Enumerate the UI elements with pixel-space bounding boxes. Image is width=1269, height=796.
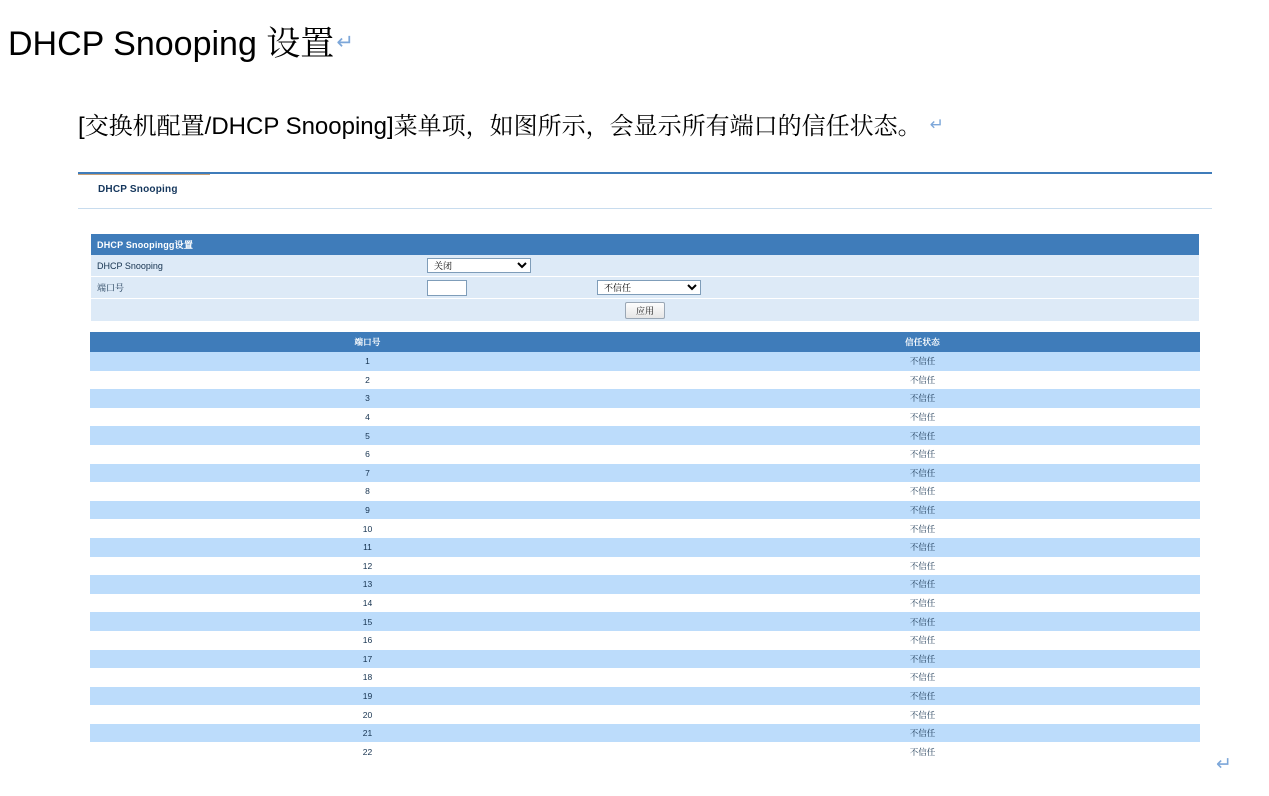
table-row [90,742,1200,761]
table-row [90,371,1200,390]
cell-port-number: 5 [90,426,645,445]
table-row [90,445,1200,464]
cell-trust-state: 不信任 [645,724,1200,743]
table-row [90,482,1200,501]
cell-trust-state: 不信任 [645,408,1200,427]
table-row [90,538,1200,557]
cell-port-number: 11 [90,538,645,557]
settings-panel [90,233,1200,322]
table-row [90,501,1200,520]
cell-trust-state: 不信任 [645,575,1200,594]
port-trust-table [90,332,1200,761]
cell-trust-state: 不信任 [645,687,1200,706]
cell-trust-state: 不信任 [645,557,1200,576]
cell-port-number: 12 [90,557,645,576]
port-number-input[interactable] [427,280,467,296]
cell-trust-state: 不信任 [645,352,1200,371]
field-cell-port-number [427,280,597,296]
table-row [90,464,1200,483]
table-row [90,668,1200,687]
cell-port-number: 7 [90,464,645,483]
cell-trust-state: 不信任 [645,631,1200,650]
column-header-trust-state: 信任状态 [645,332,1200,352]
cell-trust-state: 不信任 [645,650,1200,669]
cell-port-number: 21 [90,724,645,743]
table-row [90,650,1200,669]
cell-trust-state: 不信任 [645,519,1200,538]
cell-port-number: 2 [90,371,645,390]
cell-trust-state: 不信任 [645,389,1200,408]
cell-port-number: 14 [90,594,645,613]
page-title-text: DHCP Snooping 设置 [8,25,335,63]
section-title: DHCP Snoopingg设置 [91,234,1199,255]
dhcp-snooping-select[interactable] [427,258,531,273]
cell-trust-state: 不信任 [645,482,1200,501]
page-title [8,22,354,65]
cell-trust-state: 不信任 [645,668,1200,687]
table-header-row [90,332,1200,352]
cell-port-number: 17 [90,650,645,669]
cell-port-number: 9 [90,501,645,520]
cell-port-number: 15 [90,612,645,631]
paragraph-mark-icon: ↵ [336,31,354,54]
cell-port-number: 13 [90,575,645,594]
embedded-screenshot [78,172,1212,780]
tab-dhcp-snooping[interactable]: DHCP Snooping [98,184,178,195]
table-row [90,575,1200,594]
cell-port-number: 10 [90,519,645,538]
cell-port-number: 18 [90,668,645,687]
field-cell-dhcp-snooping [427,258,597,273]
label-port-number: 端口号 [97,283,125,293]
cell-trust-state: 不信任 [645,371,1200,390]
table-row [90,389,1200,408]
column-header-port: 端口号 [90,332,645,352]
cell-trust-state: 不信任 [645,464,1200,483]
cell-port-number: 4 [90,408,645,427]
table-row [90,687,1200,706]
table-row [90,557,1200,576]
form-row-port [91,277,1199,299]
cell-trust-state: 不信任 [645,501,1200,520]
body-paragraph-text: [交换机配置/DHCP Snooping]菜单项，如图所示，会显示所有端口的信任状态。 [78,113,922,140]
trust-state-select[interactable] [597,280,701,295]
cell-port-number: 22 [90,742,645,761]
cell-trust-state: 不信任 [645,594,1200,613]
cell-port-number: 3 [90,389,645,408]
table-row [90,408,1200,427]
label-dhcp-snooping: DHCP Snooping [97,260,163,271]
paragraph-mark-icon: ↵ [929,115,944,134]
cell-trust-state: 不信任 [645,538,1200,557]
cell-trust-state: 不信任 [645,705,1200,724]
table-row [90,352,1200,371]
body-paragraph [78,108,944,144]
table-row [90,705,1200,724]
cell-port-number: 19 [90,687,645,706]
cell-trust-state: 不信任 [645,445,1200,464]
apply-button[interactable]: 应用 [625,302,665,319]
cell-port-number: 20 [90,705,645,724]
table-row [90,724,1200,743]
table-row [90,594,1200,613]
form-row-dhcp-snooping [91,255,1199,277]
cell-port-number: 1 [90,352,645,371]
paragraph-mark-icon: ↵ [1216,754,1232,775]
cell-trust-state: 不信任 [645,426,1200,445]
cell-trust-state: 不信任 [645,742,1200,761]
table-body [90,352,1200,761]
cell-port-number: 16 [90,631,645,650]
cell-port-number: 8 [90,482,645,501]
field-cell-trust-state [597,280,767,295]
table-row [90,519,1200,538]
table-row [90,426,1200,445]
tab-bar [78,174,1212,209]
table-row [90,612,1200,631]
apply-row [91,299,1199,321]
cell-trust-state: 不信任 [645,612,1200,631]
cell-port-number: 6 [90,445,645,464]
table-row [90,631,1200,650]
